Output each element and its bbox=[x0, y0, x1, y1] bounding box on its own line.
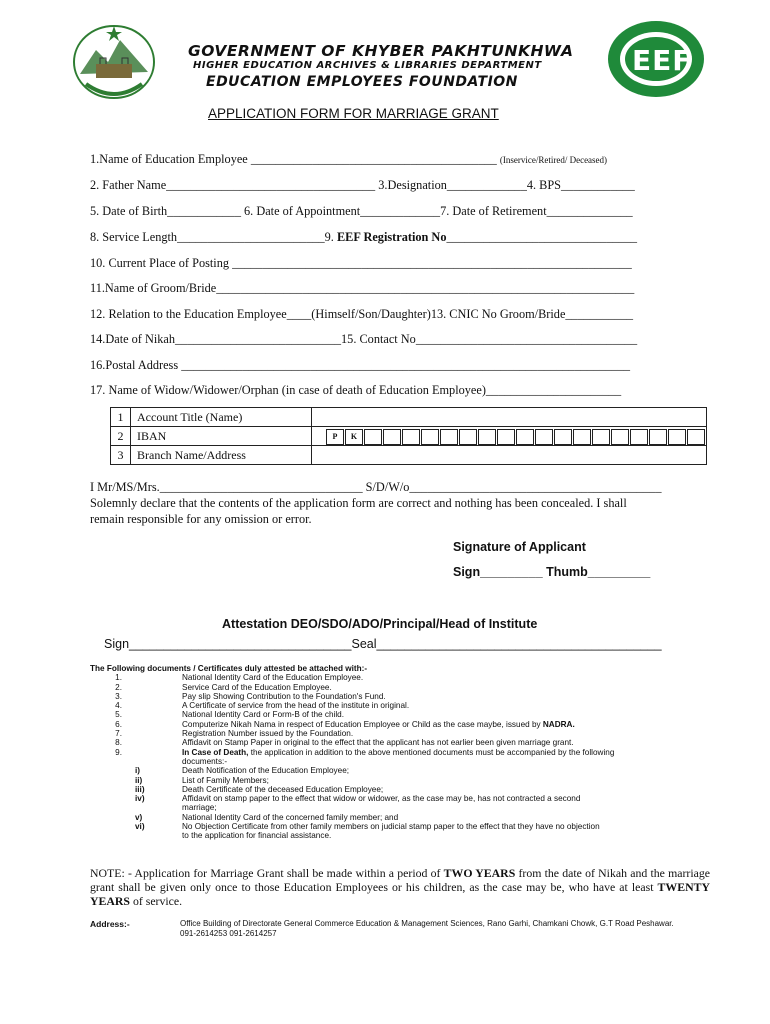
signature-label: Signature of Applicant bbox=[453, 540, 586, 554]
field-nikah-contact[interactable]: 14.Date of Nikah___________________________15. Contact No____________________________________ bbox=[90, 332, 638, 346]
field-employee-name[interactable]: 1.Name of Education Employee ________________________________________ (Inservice/Retired/ Deceased) bbox=[90, 152, 608, 166]
field-widow-orphan[interactable]: 17. Name of Widow/Widower/Orphan (in case of death of Education Employee)______________________ bbox=[90, 383, 622, 397]
kp-emblem-logo bbox=[66, 22, 162, 108]
declaration-text: Solemnly declare that the contents of the application form are correct and nothing has been concealed. I shall bbox=[90, 496, 627, 510]
field-service-registration[interactable]: 8. Service Length________________________9. EEF Registration No_______________________________ bbox=[90, 230, 638, 244]
sub-item-cont: to the application for financial assistance. bbox=[182, 831, 332, 841]
header-department: HIGHER EDUCATION ARCHIVES & LIBRARIES DEPARTMENT bbox=[193, 60, 542, 71]
table-row: 2 IBAN P K bbox=[111, 427, 707, 446]
table-row: 1 Account Title (Name) bbox=[111, 408, 707, 427]
list-item: 5. National Identity Card or Form-B of the child. bbox=[115, 710, 344, 720]
address-label: Address:- bbox=[90, 919, 130, 929]
iban-field[interactable] bbox=[312, 427, 707, 446]
field-relation-cnic[interactable]: 12. Relation to the Education Employee____(Himself/Son/Daughter)13. CNIC No Groom/Bride___________ bbox=[90, 307, 634, 321]
attestation-title: Attestation DEO/SDO/ADO/Principal/Head of Institute bbox=[222, 617, 538, 631]
status-note: (Inservice/Retired/ Deceased) bbox=[499, 155, 608, 165]
table-row: 3 Branch Name/Address bbox=[111, 446, 707, 465]
documents-list bbox=[90, 664, 710, 841]
list-item: 7. Registration Number issued by the Foundation. bbox=[115, 729, 354, 739]
field-posting[interactable]: 10. Current Place of Posting _________________________________________________________________ bbox=[90, 256, 632, 270]
header-foundation: EDUCATION EMPLOYEES FOUNDATION bbox=[206, 74, 518, 90]
branch-field[interactable] bbox=[312, 446, 707, 465]
list-item: 8. Affidavit on Stamp Paper in original to the effect that the applicant has not earlier been given marriage grant. bbox=[115, 738, 574, 748]
sub-item: iv) Affidavit on stamp paper to the effect that widow or widower, as the case may be, has not contracted a second bbox=[135, 794, 581, 804]
field-postal-address[interactable]: 16.Postal Address _________________________________________________________________________ bbox=[90, 358, 631, 372]
sub-item: vi) No Objection Certificate from other family members on judicial stamp paper to the effect that they have no objection bbox=[135, 822, 600, 832]
list-item-cont: documents:- bbox=[182, 756, 228, 766]
eef-logo-text: EEF bbox=[632, 44, 693, 77]
bank-details-table bbox=[110, 407, 707, 465]
header-government: GOVERNMENT OF KHYBER PAKHTUNKHWA bbox=[188, 42, 574, 60]
field-dates[interactable]: 5. Date of Birth____________ 6. Date of Appointment_____________7. Date of Retirement______________ bbox=[90, 204, 633, 218]
sub-item: v) National Identity Card of the concerned family member; and bbox=[135, 812, 399, 822]
list-item: 9. In Case of Death, the application in addition to the above mentioned documents must be accompanied by the following bbox=[115, 747, 615, 757]
address-text: Office Building of Directorate General Commerce Education & Management Sciences, Rano Garhi, Chamkani Chowk, G.T Road Peshawar. 091-2614253 091-2614257 bbox=[180, 919, 674, 938]
documents-heading: The Following documents / Certificates duly attested be attached with:- bbox=[90, 664, 368, 673]
sign-thumb-line[interactable]: Sign_________ Thumb_________ bbox=[453, 565, 651, 579]
declaration-name-line[interactable]: I Mr/MS/Mrs._________________________________ S/D/W/o_________________________________________ bbox=[90, 480, 662, 494]
declaration-text-2: remain responsible for any omission or error. bbox=[90, 512, 312, 526]
sub-item: ii) List of Family Members; bbox=[135, 775, 269, 785]
sub-item-cont: marriage; bbox=[182, 803, 217, 813]
note-paragraph: NOTE: - Application for Marriage Grant shall be made within a period of TWO YEARS from the date of Nikah and the marriage grant shall be given only once to those Education Employees or his children, as the case may be, who have at least TWENTY YEARS of service. bbox=[90, 866, 710, 908]
list-item: 3. Pay slip Showing Contribution to the Foundation's Fund. bbox=[115, 691, 386, 701]
field-father-designation-bps[interactable]: 2. Father Name__________________________________ 3.Designation_____________4. BPS____________ bbox=[90, 178, 635, 192]
sub-item: iii) Death Certificate of the deceased Education Employee; bbox=[135, 784, 384, 794]
iban-boxes: P K bbox=[326, 429, 706, 445]
sub-item: i) Death Notification of the Education Employee; bbox=[135, 766, 350, 776]
account-title-field[interactable] bbox=[312, 408, 707, 427]
list-item: 1. National Identity Card of the Education Employee. bbox=[115, 673, 364, 683]
list-item: 4. A Certificate of service from the head of the institute in original. bbox=[115, 701, 410, 711]
form-title: APPLICATION FORM FOR MARRIAGE GRANT bbox=[208, 106, 499, 121]
list-item: 2. Service Card of the Education Employee. bbox=[115, 682, 332, 692]
attestation-sign-seal[interactable]: Sign________________________________Seal_________________________________________ bbox=[104, 637, 662, 651]
field-groom-bride[interactable]: 11.Name of Groom/Bride____________________________________________________________________ bbox=[90, 281, 635, 295]
list-item: 6. Computerize Nikah Nama in respect of Education Employee or Child as the case maybe, issued by NADRA. bbox=[115, 719, 575, 729]
